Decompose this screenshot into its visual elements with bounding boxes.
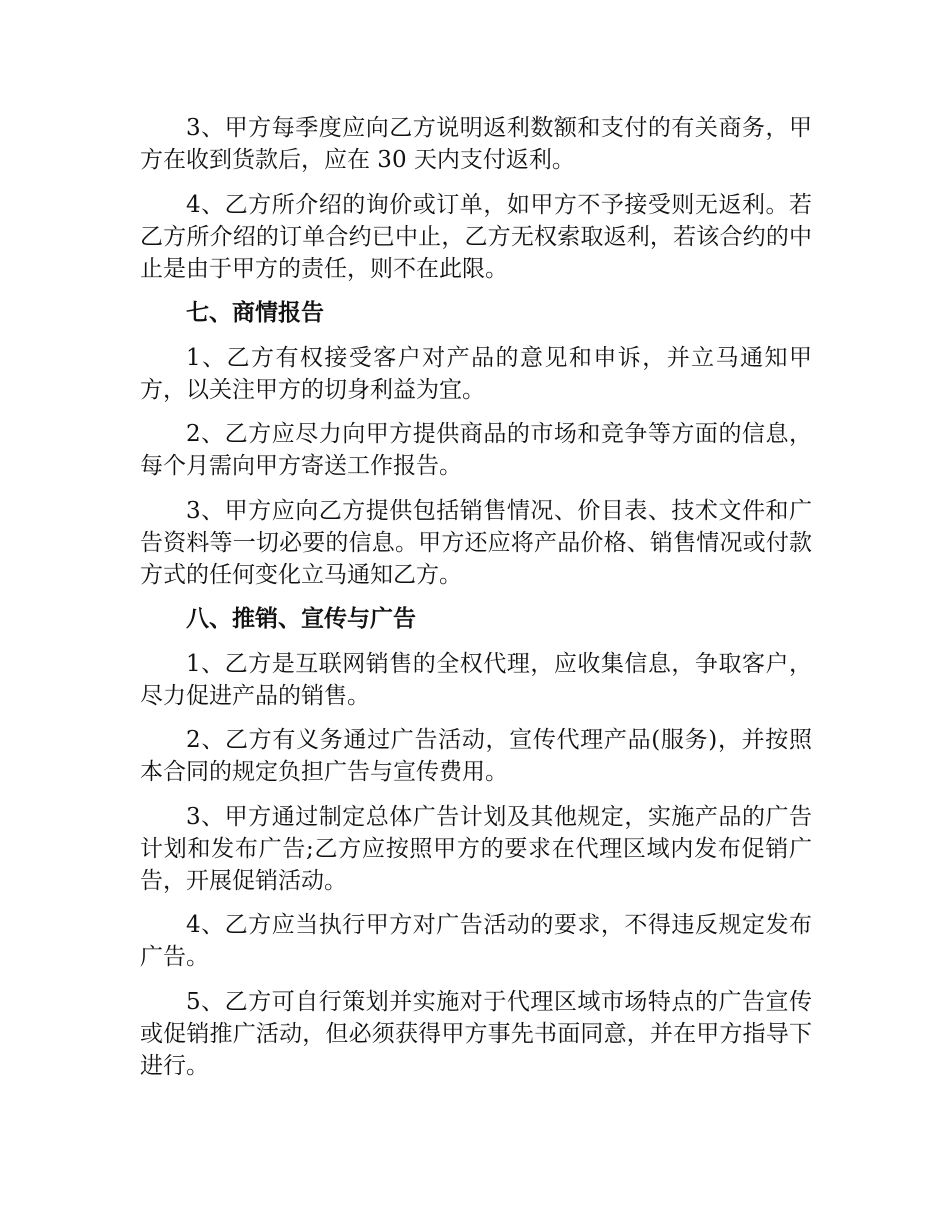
clause-8-2: 2、乙方有义务通过广告活动，宣传代理产品(服务)，并按照本合同的规定负担广告与宣传费用。 bbox=[140, 727, 812, 785]
clause-8-4: 4、乙方应当执行甲方对广告活动的要求，不得违反规定发布广告。 bbox=[140, 912, 812, 970]
clause-8-5: 5、乙方可自行策划并实施对于代理区域市场特点的广告宣传或促销推广活动，但必须获得甲方事先书面同意，并在甲方指导下进行。 bbox=[140, 988, 812, 1079]
clause-6-3: 3、甲方每季度应向乙方说明返利数额和支付的有关商务，甲方在收到货款后，应在 30 天内支付返利。 bbox=[140, 115, 812, 173]
section-8-heading: 八、推销、宣传与广告 bbox=[186, 606, 416, 632]
section-7-heading: 七、商情报告 bbox=[186, 300, 324, 326]
clause-7-3: 3、甲方应向乙方提供包括销售情况、价目表、技术文件和广告资料等一切必要的信息。甲方还应将产品价格、销售情况或付款方式的任何变化立马通知乙方。 bbox=[140, 497, 812, 588]
clause-8-3: 3、甲方通过制定总体广告计划及其他规定，实施产品的广告计划和发布广告;乙方应按照甲方的要求在代理区域内发布促销广告，开展促销活动。 bbox=[140, 803, 812, 894]
clause-7-2: 2、乙方应尽力向甲方提供商品的市场和竞争等方面的信息，每个月需向甲方寄送工作报告。 bbox=[140, 421, 812, 479]
document-page bbox=[140, 112, 812, 1094]
clause-8-1: 1、乙方是互联网销售的全权代理，应收集信息，争取客户，尽力促进产品的销售。 bbox=[140, 650, 812, 709]
clause-7-1: 1、乙方有权接受客户对产品的意见和申诉，并立马通知甲方，以关注甲方的切身利益为宜。 bbox=[140, 344, 812, 403]
clause-6-4: 4、乙方所介绍的询价或订单，如甲方不予接受则无返利。若乙方所介绍的订单合约已中止，乙方无权索取返利，若该合约的中止是由于甲方的责任，则不在此限。 bbox=[140, 191, 812, 282]
